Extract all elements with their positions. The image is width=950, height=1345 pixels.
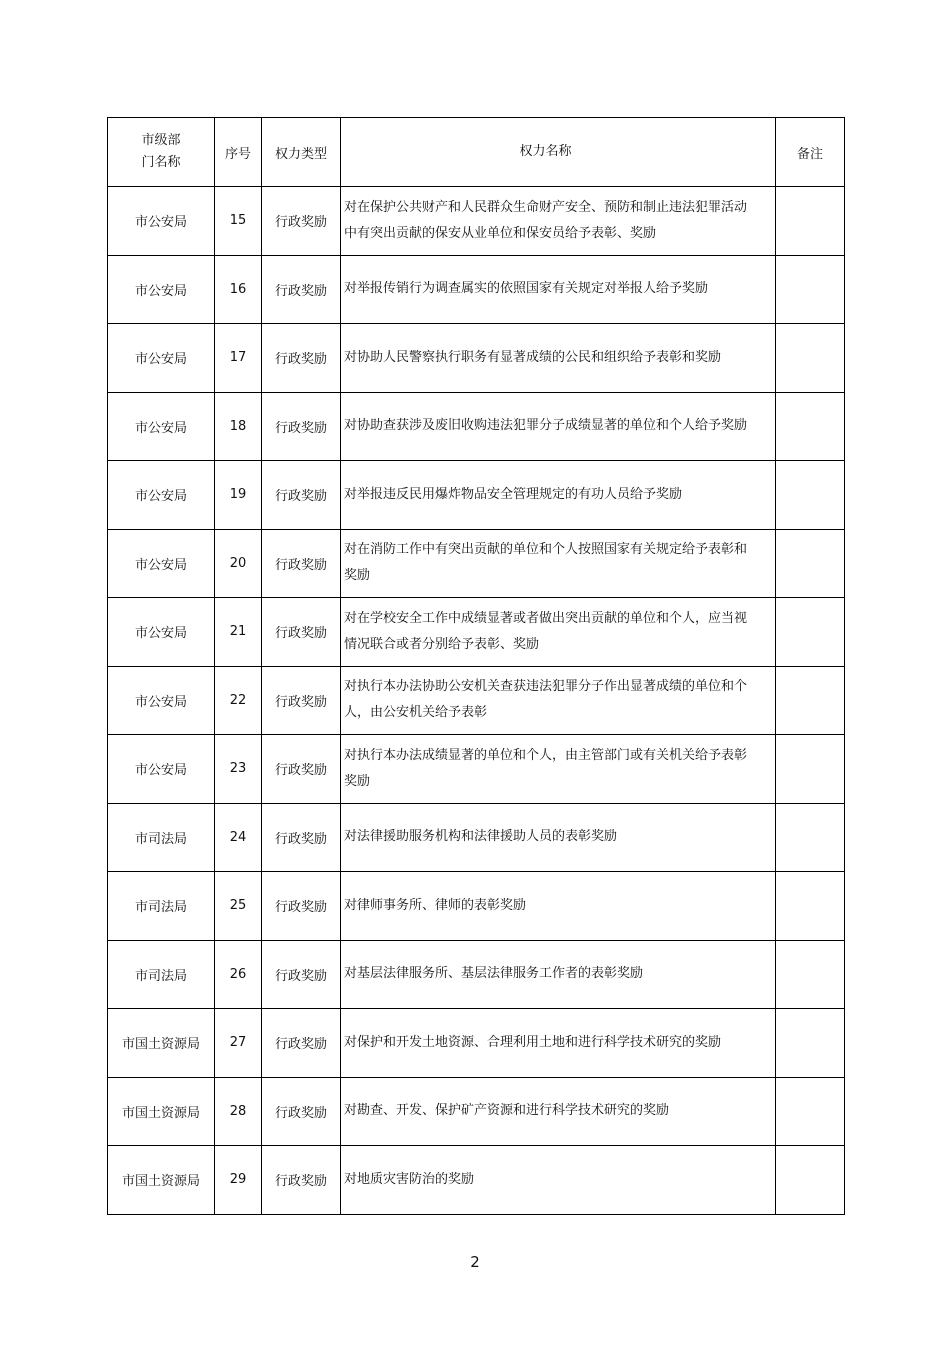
header-num: 序号 (215, 118, 262, 187)
cell-type: 行政奖励 (262, 529, 341, 598)
table-row (108, 255, 845, 324)
cell-note (776, 666, 845, 735)
cell-dept: 市国土资源局 (108, 1146, 215, 1215)
cell-type: 行政奖励 (262, 872, 341, 941)
table-row (108, 1077, 845, 1146)
cell-num: 22 (215, 666, 262, 735)
header-type: 权力类型 (262, 118, 341, 187)
cell-dept: 市司法局 (108, 803, 215, 872)
cell-name: 对在学校安全工作中成绩显著或者做出突出贡献的单位和个人，应当视情况联合或者分别给予表彰、奖励 (341, 598, 776, 667)
cell-dept: 市公安局 (108, 666, 215, 735)
cell-num: 27 (215, 1009, 262, 1078)
power-list-table (107, 117, 845, 1215)
cell-name: 对保护和开发土地资源、合理利用土地和进行科学技术研究的奖励 (341, 1009, 776, 1078)
cell-note (776, 255, 845, 324)
cell-num: 24 (215, 803, 262, 872)
table-row (108, 324, 845, 393)
table-row (108, 803, 845, 872)
cell-note (776, 1077, 845, 1146)
table-row (108, 1009, 845, 1078)
cell-name: 对律师事务所、律师的表彰奖励 (341, 872, 776, 941)
cell-name: 对在消防工作中有突出贡献的单位和个人按照国家有关规定给予表彰和奖励 (341, 529, 776, 598)
cell-type: 行政奖励 (262, 598, 341, 667)
cell-num: 17 (215, 324, 262, 393)
cell-type: 行政奖励 (262, 392, 341, 461)
cell-note (776, 529, 845, 598)
cell-note (776, 803, 845, 872)
table-row (108, 735, 845, 804)
cell-dept: 市公安局 (108, 735, 215, 804)
cell-name: 对举报违反民用爆炸物品安全管理规定的有功人员给予奖励 (341, 461, 776, 530)
cell-dept: 市公安局 (108, 461, 215, 530)
table-row (108, 529, 845, 598)
cell-note (776, 1146, 845, 1215)
cell-type: 行政奖励 (262, 940, 341, 1009)
header-name: 权力名称 (341, 118, 776, 187)
cell-note (776, 940, 845, 1009)
cell-num: 19 (215, 461, 262, 530)
cell-num: 21 (215, 598, 262, 667)
page-number: 2 (470, 1253, 480, 1271)
cell-dept: 市公安局 (108, 392, 215, 461)
table-row (108, 461, 845, 530)
cell-num: 26 (215, 940, 262, 1009)
cell-dept: 市司法局 (108, 940, 215, 1009)
cell-name: 对执行本办法成绩显著的单位和个人，由主管部门或有关机关给予表彰奖励 (341, 735, 776, 804)
table-row (108, 392, 845, 461)
cell-num: 15 (215, 187, 262, 256)
table-header-row (108, 118, 845, 187)
cell-name: 对协助人民警察执行职务有显著成绩的公民和组织给予表彰和奖励 (341, 324, 776, 393)
cell-dept: 市公安局 (108, 324, 215, 393)
table-row (108, 1146, 845, 1215)
cell-num: 18 (215, 392, 262, 461)
cell-name: 对举报传销行为调查属实的依照国家有关规定对举报人给予奖励 (341, 255, 776, 324)
cell-note (776, 392, 845, 461)
cell-dept: 市公安局 (108, 598, 215, 667)
cell-type: 行政奖励 (262, 255, 341, 324)
cell-type: 行政奖励 (262, 1077, 341, 1146)
cell-note (776, 735, 845, 804)
table-body (108, 187, 845, 1215)
table-row (108, 872, 845, 941)
cell-name: 对法律援助服务机构和法律援助人员的表彰奖励 (341, 803, 776, 872)
table-row (108, 940, 845, 1009)
cell-num: 16 (215, 255, 262, 324)
cell-note (776, 1009, 845, 1078)
cell-note (776, 187, 845, 256)
cell-num: 23 (215, 735, 262, 804)
cell-type: 行政奖励 (262, 735, 341, 804)
cell-note (776, 324, 845, 393)
cell-name: 对执行本办法协助公安机关查获违法犯罪分子作出显著成绩的单位和个人，由公安机关给予表彰 (341, 666, 776, 735)
cell-type: 行政奖励 (262, 1009, 341, 1078)
cell-name: 对地质灾害防治的奖励 (341, 1146, 776, 1215)
cell-dept: 市国土资源局 (108, 1009, 215, 1078)
cell-type: 行政奖励 (262, 1146, 341, 1215)
cell-num: 29 (215, 1146, 262, 1215)
cell-dept: 市司法局 (108, 872, 215, 941)
cell-dept: 市公安局 (108, 187, 215, 256)
cell-dept: 市国土资源局 (108, 1077, 215, 1146)
table-row (108, 598, 845, 667)
cell-type: 行政奖励 (262, 803, 341, 872)
cell-name: 对基层法律服务所、基层法律服务工作者的表彰奖励 (341, 940, 776, 1009)
cell-note (776, 598, 845, 667)
cell-note (776, 872, 845, 941)
cell-note (776, 461, 845, 530)
cell-dept: 市公安局 (108, 529, 215, 598)
table-row (108, 666, 845, 735)
cell-num: 25 (215, 872, 262, 941)
cell-name: 对在保护公共财产和人民群众生命财产安全、预防和制止违法犯罪活动中有突出贡献的保安从业单位和保安员给予表彰、奖励 (341, 187, 776, 256)
cell-num: 20 (215, 529, 262, 598)
cell-name: 对勘查、开发、保护矿产资源和进行科学技术研究的奖励 (341, 1077, 776, 1146)
cell-name: 对协助查获涉及废旧收购违法犯罪分子成绩显著的单位和个人给予奖励 (341, 392, 776, 461)
cell-dept: 市公安局 (108, 255, 215, 324)
cell-type: 行政奖励 (262, 187, 341, 256)
table-row (108, 187, 845, 256)
cell-num: 28 (215, 1077, 262, 1146)
cell-type: 行政奖励 (262, 666, 341, 735)
header-dept: 市级部门名称 (108, 118, 215, 187)
cell-type: 行政奖励 (262, 324, 341, 393)
header-note: 备注 (776, 118, 845, 187)
cell-type: 行政奖励 (262, 461, 341, 530)
